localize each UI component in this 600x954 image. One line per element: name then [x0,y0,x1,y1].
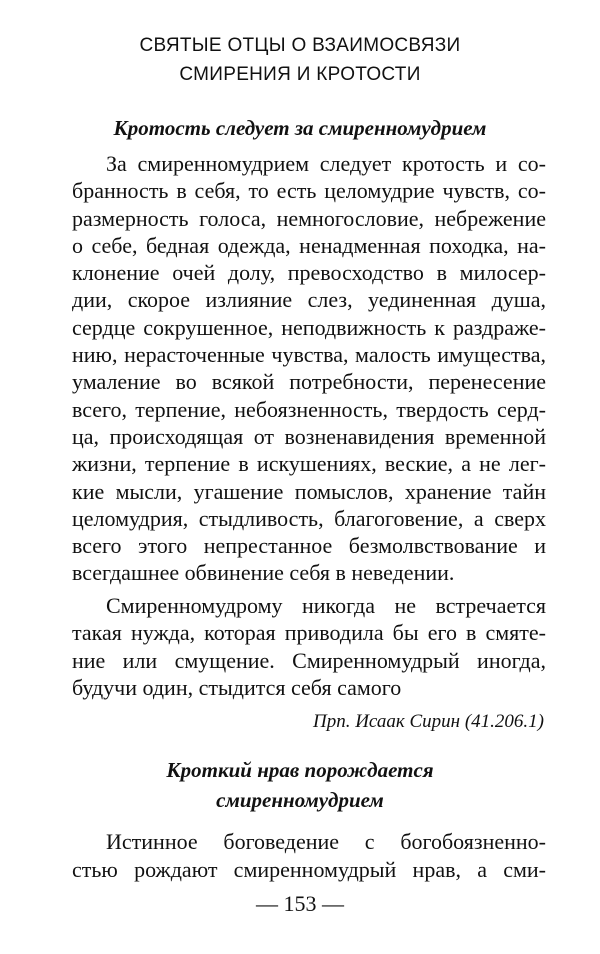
paragraph [72,592,546,701]
text-line: всего, терпение, небоязненность, твердость серд- [72,396,546,422]
text-line: о себе, бедная одежда, ненадменная походка, на- [72,232,546,258]
citation: Прп. Исаак Сирин (41.206.1) [312,711,544,732]
text-line: Истинное боговедение с богобоязненно- [106,829,546,854]
text-line: ца, происходящая от возненавидения временной [72,423,546,449]
text-line: бранность в себя, то есть целомудрие чувств, со- [72,178,546,204]
section-title-line: смиренномудрием [216,788,384,812]
text-line: стью рождают смиренномудрый нрав, а сми- [72,857,546,882]
running-header-line: СВЯТЫЕ ОТЦЫ О ВЗАИМОСВЯЗИ [139,35,461,56]
text-line: ние или смущение. Смиренномудрый иногда, [72,647,546,673]
text-line: размерность голоса, немногословие, небрежение [72,205,546,231]
running-header [0,31,600,89]
section-title-line: Кроткий нрав порождается [166,758,434,782]
paragraph [72,828,546,884]
text-line: За смиренномудрием следует кротость и со- [106,151,546,176]
text-line: дии, скорое излияние слез, уединенная душа, [72,287,546,313]
text-line: кие мысли, угашение помыслов, хранение тайн [72,478,546,504]
text-line: нию, нерасточенные чувства, малость имущества, [72,342,546,368]
paragraph [72,150,546,587]
text-line: жизни, терпение в искушениях, веские, а не лег- [72,451,546,477]
section-title: Кротость следует за смиренномудрием [113,116,487,140]
section-title [0,755,600,815]
text-line: Смиренномудрому никогда не встречается [106,593,546,618]
text-line: всегдашнее обвинение себя в неведении. [72,560,455,586]
text-line: сердце сокрушенное, неподвижность к раздраже- [72,314,546,340]
text-line: будучи один, стыдится себя самого [72,674,402,700]
text-line: всего этого непрестанное безмолвствование и [72,533,546,559]
text-line: клонение очей долу, превосходство в милосер- [72,260,546,286]
running-header-line: СМИРЕНИЯ И КРОТОСТИ [179,64,421,85]
text-line: умаление во всякой потребности, перенесение [72,369,546,395]
text-line: целомудрия, стыдливость, благоговение, а сверх [72,505,546,531]
page-number: — 153 — [256,891,344,916]
text-line: такая нужда, которая приводила бы его в смяте- [72,620,546,646]
